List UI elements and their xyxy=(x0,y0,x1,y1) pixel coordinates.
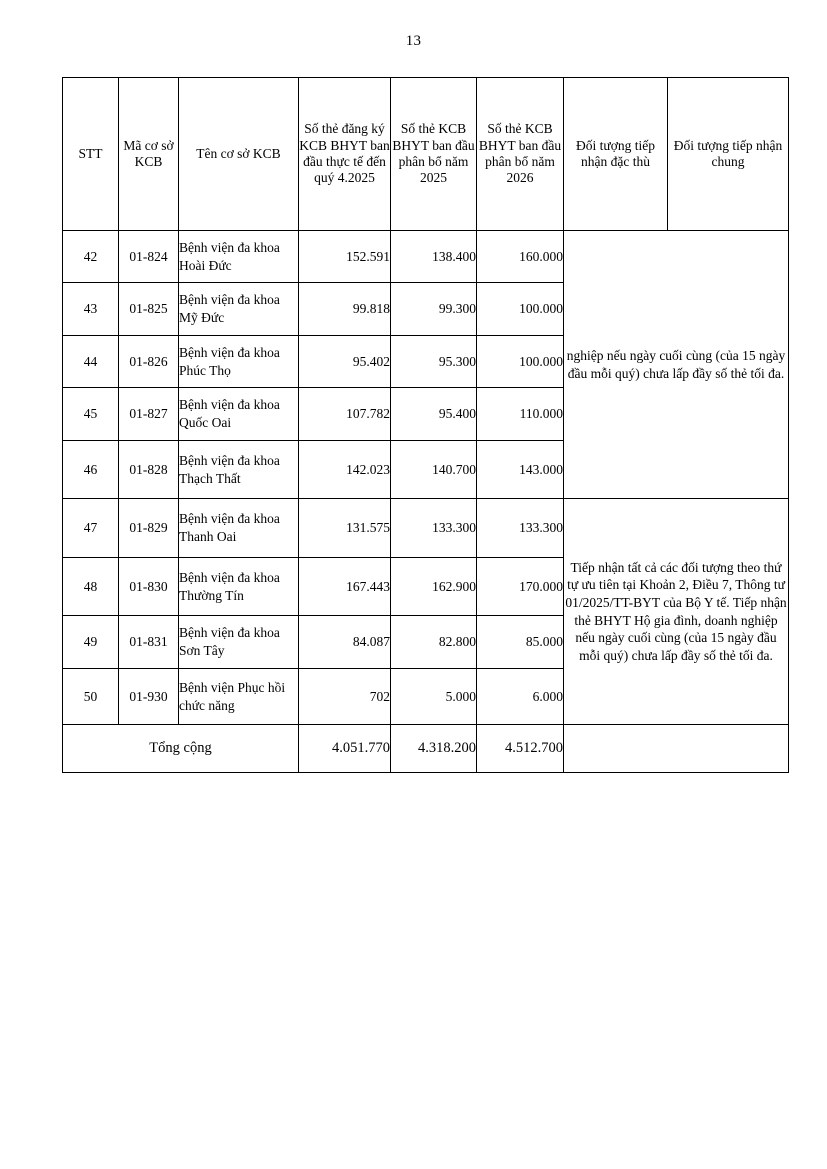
column-header-doi-tuong-dac-thu: Đối tượng tiếp nhận đặc thù xyxy=(564,78,668,231)
table-total-row xyxy=(63,725,789,773)
total-so-the-thuc-te: 4.051.770 xyxy=(299,725,391,773)
cell-phan-bo-2026: 160.000 xyxy=(477,231,564,283)
column-header-phan-bo-2025: Số thẻ KCB BHYT ban đầu phân bổ năm 2025 xyxy=(391,78,477,231)
cell-stt: 48 xyxy=(63,558,119,616)
cell-so-the-thuc-te: 84.087 xyxy=(299,616,391,669)
cell-phan-bo-2026: 170.000 xyxy=(477,558,564,616)
cell-phan-bo-2026: 143.000 xyxy=(477,441,564,499)
table-header-row xyxy=(63,78,789,231)
table-body xyxy=(63,231,789,773)
cell-phan-bo-2025: 138.400 xyxy=(391,231,477,283)
cell-so-the-thuc-te: 131.575 xyxy=(299,499,391,558)
cell-stt: 43 xyxy=(63,283,119,336)
cell-phan-bo-2026: 133.300 xyxy=(477,499,564,558)
cell-so-the-thuc-te: 702 xyxy=(299,669,391,725)
cell-phan-bo-2026: 85.000 xyxy=(477,616,564,669)
cell-so-the-thuc-te: 107.782 xyxy=(299,388,391,441)
cell-ten-co-so: Bệnh viện đa khoa Quốc Oai xyxy=(179,388,299,441)
cell-stt: 46 xyxy=(63,441,119,499)
cell-ma-co-so: 01-829 xyxy=(119,499,179,558)
cell-ten-co-so: Bệnh viện đa khoa Sơn Tây xyxy=(179,616,299,669)
cell-ten-co-so: Bệnh viện đa khoa Mỹ Đức xyxy=(179,283,299,336)
total-phan-bo-2026: 4.512.700 xyxy=(477,725,564,773)
column-header-doi-tuong-chung: Đối tượng tiếp nhận chung xyxy=(668,78,789,231)
cell-ten-co-so: Bệnh viện đa khoa Hoài Đức xyxy=(179,231,299,283)
cell-ma-co-so: 01-824 xyxy=(119,231,179,283)
cell-stt: 47 xyxy=(63,499,119,558)
cell-so-the-thuc-te: 142.023 xyxy=(299,441,391,499)
cell-phan-bo-2025: 82.800 xyxy=(391,616,477,669)
column-header-ma-co-so-kcb: Mã cơ sở KCB xyxy=(119,78,179,231)
total-note-blank xyxy=(564,725,789,773)
cell-stt: 42 xyxy=(63,231,119,283)
column-header-phan-bo-2026: Số thẻ KCB BHYT ban đầu phân bổ năm 2026 xyxy=(477,78,564,231)
column-header-stt: STT xyxy=(63,78,119,231)
total-phan-bo-2025: 4.318.200 xyxy=(391,725,477,773)
total-label: Tổng cộng xyxy=(63,725,299,773)
cell-ma-co-so: 01-825 xyxy=(119,283,179,336)
cell-note-bottom-block: Tiếp nhận tất cả các đối tượng theo thứ tự ưu tiên tại Khoản 2, Điều 7, Thông tư 01/2025/TT-BYT của Bộ Y tế. Tiếp nhận thẻ BHYT Hộ gia đình, doanh nghiệp nếu ngày cuối cùng (của 15 ngày đầu mỗi quý) chưa lấp đầy số thẻ tối đa. xyxy=(564,499,789,725)
kcb-facility-table xyxy=(62,77,789,773)
cell-so-the-thuc-te: 167.443 xyxy=(299,558,391,616)
cell-phan-bo-2026: 110.000 xyxy=(477,388,564,441)
page-number: 13 xyxy=(405,33,422,49)
cell-so-the-thuc-te: 99.818 xyxy=(299,283,391,336)
cell-phan-bo-2025: 133.300 xyxy=(391,499,477,558)
cell-stt: 44 xyxy=(63,336,119,388)
cell-ten-co-so: Bệnh viện đa khoa Thạch Thất xyxy=(179,441,299,499)
cell-ma-co-so: 01-826 xyxy=(119,336,179,388)
column-header-so-the-thuc-te: Số thẻ đăng ký KCB BHYT ban đầu thực tế đến quý 4.2025 xyxy=(299,78,391,231)
column-header-ten-co-so-kcb: Tên cơ sở KCB xyxy=(179,78,299,231)
cell-phan-bo-2025: 99.300 xyxy=(391,283,477,336)
cell-ten-co-so: Bệnh viện Phục hồi chức năng xyxy=(179,669,299,725)
cell-ma-co-so: 01-827 xyxy=(119,388,179,441)
cell-stt: 49 xyxy=(63,616,119,669)
cell-phan-bo-2026: 100.000 xyxy=(477,336,564,388)
cell-stt: 45 xyxy=(63,388,119,441)
cell-stt: 50 xyxy=(63,669,119,725)
cell-phan-bo-2026: 6.000 xyxy=(477,669,564,725)
cell-phan-bo-2026: 100.000 xyxy=(477,283,564,336)
cell-phan-bo-2025: 95.400 xyxy=(391,388,477,441)
table-row xyxy=(63,231,789,283)
cell-ma-co-so: 01-930 xyxy=(119,669,179,725)
cell-ma-co-so: 01-831 xyxy=(119,616,179,669)
cell-ma-co-so: 01-828 xyxy=(119,441,179,499)
cell-phan-bo-2025: 140.700 xyxy=(391,441,477,499)
cell-phan-bo-2025: 162.900 xyxy=(391,558,477,616)
cell-so-the-thuc-te: 95.402 xyxy=(299,336,391,388)
cell-ten-co-so: Bệnh viện đa khoa Phúc Thọ xyxy=(179,336,299,388)
cell-ten-co-so: Bệnh viện đa khoa Thanh Oai xyxy=(179,499,299,558)
table-header xyxy=(63,78,789,231)
cell-ten-co-so: Bệnh viện đa khoa Thường Tín xyxy=(179,558,299,616)
cell-phan-bo-2025: 5.000 xyxy=(391,669,477,725)
cell-note-top-block: nghiệp nếu ngày cuối cùng (của 15 ngày đầu mỗi quý) chưa lấp đầy số thẻ tối đa. xyxy=(564,231,789,499)
cell-ma-co-so: 01-830 xyxy=(119,558,179,616)
cell-phan-bo-2025: 95.300 xyxy=(391,336,477,388)
cell-so-the-thuc-te: 152.591 xyxy=(299,231,391,283)
table-row xyxy=(63,499,789,558)
